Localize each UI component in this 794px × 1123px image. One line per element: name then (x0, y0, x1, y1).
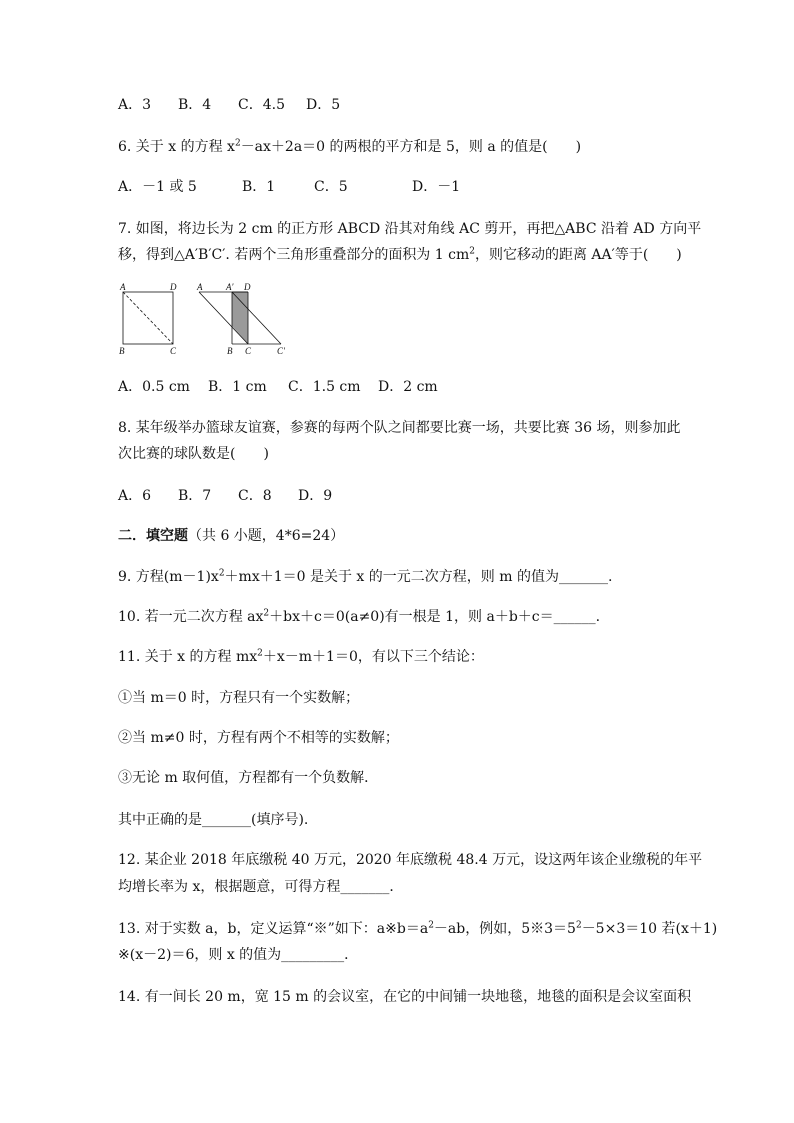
question-10: 10. 若一元二次方程 $ax^2+bx+c=0(a\ne 0)$有一根是 1，则 a＋b＋c＝______. (118, 608, 601, 625)
diagonal-ac (123, 292, 173, 344)
section-2-heading (118, 527, 344, 545)
label-a: A (120, 282, 126, 292)
option-c: C．4.5 (238, 97, 285, 113)
option-c: C．8 (238, 488, 272, 504)
option-b: B．1 cm (208, 379, 267, 395)
option-d: D．2 cm (378, 379, 438, 395)
q11-conclusion-3: ③无论 m 取何值，方程都有一个负数解． (118, 770, 379, 786)
question-12-line-1: 12. 某企业 2018 年底缴税 40 万元，2020 年底缴税 48.4 万元，设这两年该企业缴税的年平 (118, 852, 703, 868)
q11-conclusion-2: ②当 m≠0 时，方程有两个不相等的实数解； (118, 730, 399, 746)
q11-answer: 其中正确的是_______(填序号). (118, 812, 309, 828)
section-title: 二．填空题 (118, 528, 188, 544)
q6-options (118, 178, 460, 196)
label-b: B (227, 346, 233, 356)
label-c-prime: C′ (277, 346, 285, 356)
label-b: B (119, 346, 125, 356)
question-6: 6. 关于 x 的方程 $x^2-ax+2a=0$ 的两根的平方和是 5，则 a 的值是( ) (118, 138, 582, 155)
option-d: D．9 (298, 488, 333, 504)
question-8-line-2: 次比赛的球队数是( ) (118, 446, 269, 462)
question-11: 11. 关于 x 的方程 $mx^2+x-m+1=0$，有以下三个结论： (118, 648, 484, 665)
option-a: A．3 (118, 97, 152, 113)
label-c: C (245, 346, 252, 356)
question-9: 9. 方程$(m-1)x^2+mx+1=0$ 是关于 x 的一元二次方程，则 m 的值为_______. (118, 568, 613, 585)
q8-options (118, 487, 332, 505)
section-note: （共 6 小题，4*6=24） (188, 528, 345, 544)
option-c: C．5 (314, 179, 348, 195)
label-a-prime: A′ (226, 282, 234, 292)
option-b: B．7 (178, 488, 212, 504)
question-12-line-2: 均增长率为 x，根据题意，可得方程_______． (118, 879, 404, 895)
q11-conclusion-1: ①当 m＝0 时，方程只有一个实数解； (118, 690, 360, 706)
q5-options (118, 96, 340, 114)
option-d: D．5 (306, 97, 341, 113)
question-7-line-2: 移，得到△A′B′C′. 若两个三角形重叠部分的面积为 1 $cm^2$，则它移动的距离 AA′等于( ) (118, 246, 682, 263)
option-c: C．1.5 cm (288, 379, 361, 395)
option-d: D．－1 (412, 179, 461, 195)
overlap-region (232, 292, 248, 344)
label-d: D (170, 282, 177, 292)
question-14-line-1: 14. 有一间长 20 m，宽 15 m 的会议室，在它的中间铺一块地毯，地毯的面积是会议室面积 (118, 989, 692, 1005)
question-8-line-1: 8. 某年级举办篮球友谊赛，参赛的每两个队之间都要比赛一场，共要比赛 36 场，则参加此 (118, 420, 681, 436)
q7-options (118, 378, 438, 396)
translated-triangles (196, 282, 286, 356)
question-13-line-1: 13. 对于实数 a，b，定义运算“※”如下：$a※b=a^2-ab$，例如，$5※3=5^2-5\times 3=10$ 若(x＋1) (118, 920, 718, 937)
option-b: B．4 (178, 97, 212, 113)
option-a: A．－1 或 5 (118, 179, 197, 195)
label-c: C (170, 346, 177, 356)
label-d: D (244, 282, 251, 292)
q7-figure (115, 282, 315, 362)
option-a: A．6 (118, 488, 152, 504)
question-7-line-1: 7. 如图，将边长为 2 cm 的正方形 ABCD 沿其对角线 AC 剪开，再把△ABC 沿着 AD 方向平 (118, 221, 702, 237)
option-b: B．1 (242, 179, 276, 195)
label-a: A (197, 282, 203, 292)
option-a: A．0.5 cm (118, 379, 190, 395)
question-13-line-2: ※(x－2)＝6，则 x 的值为_________． (118, 947, 359, 963)
square-abcd (119, 282, 177, 356)
